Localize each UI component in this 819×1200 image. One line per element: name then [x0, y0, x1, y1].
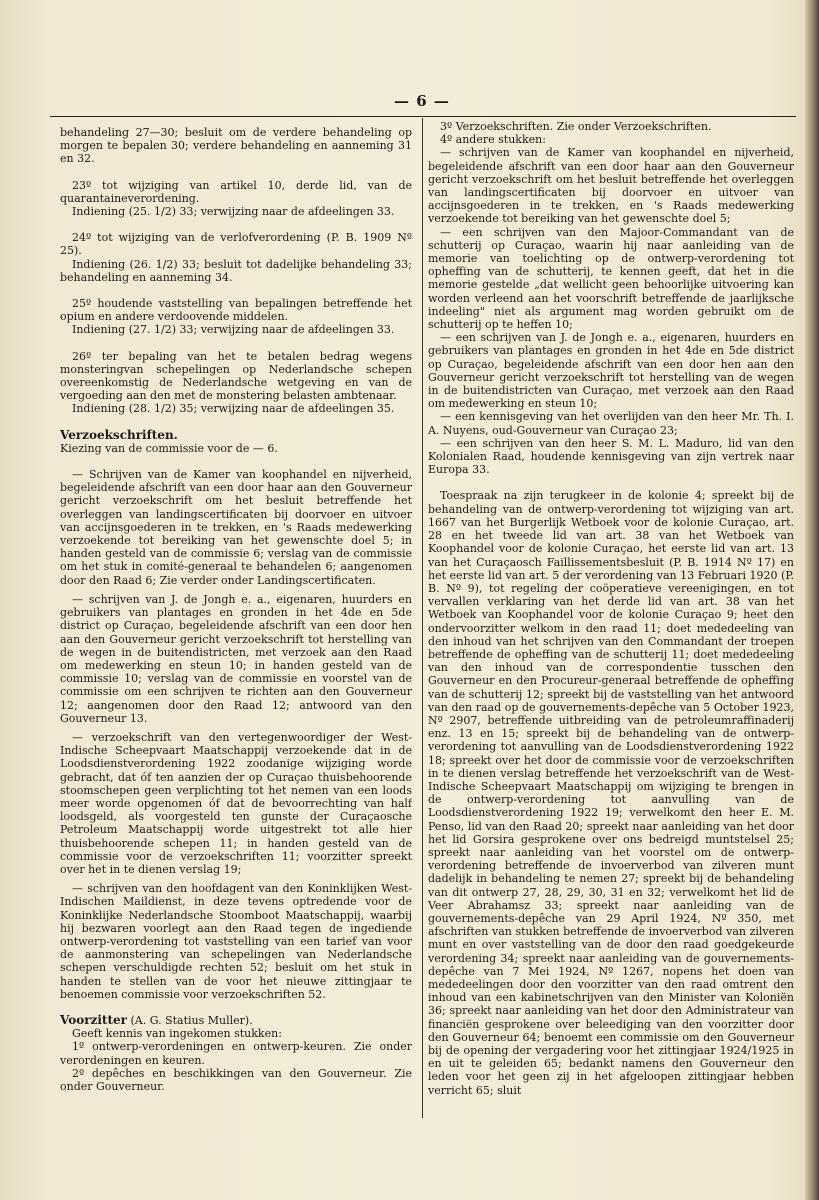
paragraph: 4º andere stukken: [440, 133, 546, 147]
paragraph: — schrijven van J. de Jongh e. a., eigenaren, huurders en gebruikers van plantages en gronden in het 4de en 5de district op Curaçao, begeleidende afschrift van een door hen aan den Gouverneur gericht verzoekschrift tot herstelling van de wegen in de buitendistricten, met verzoek aan den Raad om medewerking en steun 10; in handen gesteld van de commissie 10; verslag van de commissie en voorstel van de commissie om een schrijven te richten aan den Gouverneur 12; aangenomen door den Raad 12; antwoord van den Gouverneur 13. [60, 592, 412, 725]
paragraph: — een schrijven van den heer S. M. L. Maduro, lid van den Kolonialen Raad, houdende kennisgeving van zijn vertrek naar Europa 33. [428, 436, 794, 477]
voorzitter-name: (A. G. Statius Muller). [130, 1013, 253, 1027]
index-entry-26: 26º ter bepaling van het te betalen bedrag wegens monsteringvan schepelingen op Nederlandsche schepen overeenkomstig de Nederlandsche wetgeving en van de vergoeding aan den met de monstering belasten ambtenaar. [60, 349, 412, 403]
section-heading-verzoekschriften: Verzoekschriften. [60, 427, 178, 442]
paragraph: 2º depêches en beschikkingen van den Gouverneur. Zie onder Gouverneur. [60, 1066, 412, 1093]
column-divider [422, 118, 423, 1118]
paragraph: 3º Verzoekschriften. Zie onder Verzoekschriften. [440, 120, 712, 133]
index-entry-26-indiening: Indiening (28. 1/2) 35; verwijzing naar de afdeelingen 35. [72, 402, 395, 416]
left-column [60, 126, 412, 1136]
paragraph: — verzoekschrift van den vertegenwoordiger der West-Indische Scheepvaart Maatschappij verzoekende dat in de Loodsdienstverordening 1922 zoodanige wijziging worde gebracht, dat óf ten aanzien der op Curaçao thuisbehoorende stoomschepen geen verplichting tot het nemen van een loods meer worde opgenomen óf dat de bevoorrechting van half loodsgeld, als voorgesteld ten gunste der Curaçaosche Petroleum Maatschappij worde uitgestrekt tot alle hier thuisbehoorende schepen 11; in handen gesteld van de commissie voor de verzoekschriften 11; voorzitter spreekt over het in te dienen verslag 19; [60, 730, 412, 876]
paragraph: behandeling 27—30; besluit om de verdere behandeling op morgen te bepalen 30; verdere behandeling en aanneming 31 en 32. [60, 126, 412, 166]
paragraph: — een kennisgeving van het overlijden van den heer Mr. Th. I. A. Nuyens, oud-Gouverneur van Curaçao 23; [428, 410, 794, 437]
index-entry-25-indiening: Indiening (27. 1/2) 33; verwijzing naar de afdeelingen 33. [72, 323, 395, 337]
section-heading-voorzitter: Voorzitter [60, 1012, 127, 1027]
right-column [428, 120, 794, 1130]
index-entry-23-indiening: Indiening (25. 1/2) 33; verwijzing naar de afdeelingen 33. [72, 205, 395, 219]
paragraph: Geeft kennis van ingekomen stukken: [72, 1027, 282, 1041]
page-edge-shadow [805, 0, 819, 1200]
paragraph: Toespraak na zijn terugkeer in de kolonie 4; spreekt bij de behandeling van de ontwerp-verordening tot wijziging van art. 1667 van het Burgerlijk Wetboek voor de kolonie Curaçao, art. 28 en het tweede lid van art. 38 van het Wetboek van Koophandel voor de kolonie Curaçao, het eerste lid van art. 13 van het Curaçaosch Faillissementsbesluit (P. B. 1914 Nº 17) en het eerste lid van art. 5 der verordening van 13 Februari 1920 (P. B. Nº 9), tot regeling der coöperatieve vereenigingen, en tot vervallen verklaring van het derde lid van art. 38 van het Wetboek van Koophandel voor de kolonie Curaçao 9; heet den ondervoorzitter welkom in den raad 11; doet mededeeling van den inhoud van het schrijven van den Commandant der troepen betreffende de opheffing van de schutterij 11; doet mededeeling van den inhoud van de correspondentie tusschen den Gouverneur en den Procureur-generaal betreffende de opheffing van de schutterij 12; spreekt bij de vaststelling van het antwoord van den raad op de gouvernements-depêche van 5 October 1923, Nº 2907, betreffende uitbreiding van de petroleumraffinaderij enz. 13 en 15; spreekt bij de behandeling van de ontwerp-verordening tot aanvulling van de Loodsdienstverordening 1922 18; spreekt over het door de commissie voor de verzoekschriften in te dienen verslag betreffende het verzoekschrift van de West-Indische Scheepvaart Maatschappij om wijziging te brengen in de ontwerp-verordening tot aanvulling van de Loodsdienstverordening 1922 19; verwelkomt den heer E. M. Penso, lid van den Raad 20; spreekt naar aanleiding van het door het lid Gorsira gesprokene over ons bedreigd muntstelsel 25; spreekt naar aanleiding van het voorstel om de ontwerp-verordening betreffende de invoerverbod van zilveren munt dadelijk in behandeling te nemen 27; spreekt bij de behandeling van dit ontwerp 27, 28, 29, 30, 31 en 32; verwelkomt het lid de Veer Abrahamsz 33; spreekt naar aanleiding van de gouvernements-depêche van 29 April 1924, Nº 350, met afschriften van stukken betreffende de invoerverbod van zilveren munt en over vaststelling van de door den raad goedgekeurde verordening 34; spreekt naar aanleiding van de gouvernements-depêche van 7 Mei 1924, Nº 1267, nopens het doen van mededeelingen door den voorzitter van den raad omtrent den inhoud van een kabinetschrijven van den Minister van Koloniën 36; spreekt naar aanleiding van het door den Administrateur van financiën gesprokene over beleediging van den voorzitter door den Gouverneur 64; benoemt een commissie om den Gouverneur bij de opening der vergadering voor het zittingjaar 1924/1925 in en uit te geleiden 65; bedankt namens den Gouverneur den leden voor het geen zij in het afgeloopen zittingjaar hebben verricht 65; sluit [428, 489, 794, 1097]
paragraph: Kiezing van de commissie voor de — 6. [60, 441, 278, 455]
index-entry-25: 25º houdende vaststelling van bepalingen betreffende het opium en andere verdoovende middelen. [60, 297, 412, 324]
index-entry-23: 23º tot wijziging van artikel 10, derde lid, van de quarantaineverordening. [60, 178, 412, 205]
paragraph: — een schrijven van J. de Jongh e. a., eigenaren, huurders en gebruikers van plantages en gronden in het 4de en 5de district op Curaçao, begeleidende afschrift van een door hen aan den Gouverneur gericht verzoekschrift tot herstelling van de wegen in de buitendistricten van Curaçao, met verzoek aan den Raad om medewerking en steun 10; [428, 331, 794, 411]
page-number: — 6 — [394, 92, 450, 110]
header-rule [50, 116, 796, 117]
paragraph: — schrijven van den hoofdagent van den Koninklijken West-Indischen Maildienst, in deze tevens optredende voor de Koninklijke Nederlandsche Stoomboot Maatschappij, waarbij hij bezwaren voorlegt aan den Raad tegen de ingediende ontwerp-verordening tot vaststelling van een tarief van voor de aanmonstering van schepelingen van Nederlandsche schepen verschuldigde rechten 52; besluit om het stuk in handen te stellen van de voor het nieuwe zittingjaar te benoemen commissie voor verzoekschriften 52. [60, 882, 412, 1001]
index-entry-24: 24º tot wijziging van de verlofverordening (P. B. 1909 Nº 25). [60, 231, 412, 258]
paragraph: — een schrijven van den Majoor-Commandant van de schutterij op Curaçao, waarin hij naar aanleiding van de memorie van toelichting op de ontwerp-verordening tot opheffing van de schutterij, te kennen geeft, dat het in die memorie gestelde „dat wellicht geen behoorlijke uitvoering kan worden verleend aan het voorschrift betreffende de jaarlijksche indeeling" niet als argument mag worden gebruikt om de schutterij op te heffen 10; [428, 225, 794, 332]
paragraph: — schrijven van de Kamer van koophandel en nijverheid, begeleidende afschrift van een door haar aan den Gouverneur gericht verzoekschrift om het besluit betreffende het overleggen van landingscertificaten bij doorvoer en uitvoer van accijnsgoederen in te trekken, en 's Raads medewerking verzoekende tot bereiking van het gewenschte doel 5; [428, 146, 794, 226]
paragraph: 1º ontwerp-verordeningen en ontwerp-keuren. Zie onder verordeningen en keuren. [60, 1040, 412, 1067]
paragraph: — Schrijven van de Kamer van koophandel en nijverheid, begeleidende afschrift van een door haar aan den Gouverneur gericht verzoekschrift om het besluit betreffende het overleggen van landingscertificaten bij doorvoer en uitvoer van accijnsgoederen in te trekken, en 's Raads medewerking verzoekende tot bereiking van het gewenschte doel 5; in handen gesteld van de commissie 6; verslag van de commissie om het stuk in comité-generaal te behandelen 6; aangenomen door den Raad 6; Zie verder onder Landingscertificaten. [60, 468, 412, 587]
index-entry-24-indiening: Indiening (26. 1/2) 33; besluit tot dadelijke behandeling 33; behandeling en aanneming 34. [60, 257, 412, 284]
